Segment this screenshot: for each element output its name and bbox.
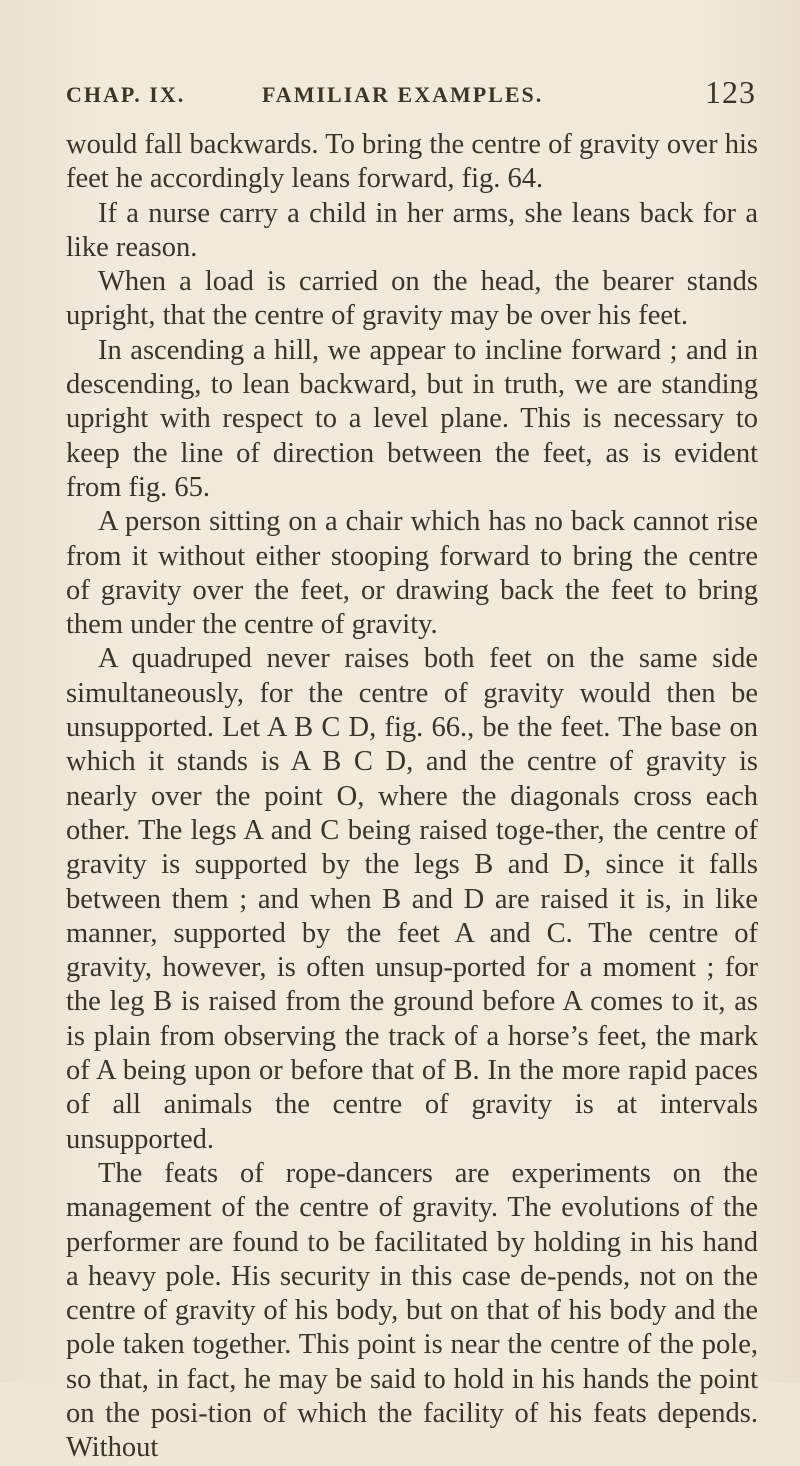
paragraph-nurse: If a nurse carry a child in her arms, she leans back for a like reason. — [66, 197, 758, 263]
paragraph-hill: In ascending a hill, we appear to incline forward ; and in descending, to lean backward, but in truth, we are standing upright with respect to a level plane. This is necessary to keep the line of direction between the feet, as is evident from fig. 65. — [66, 334, 758, 503]
paragraph-rope-dancers: The feats of rope-dancers are experiments on the management of the centre of gravity. The evolutions of the performer are found to be facilitated by holding in his hand a heavy pole. His security in this case de-pends, not on the centre of gravity of his body, but on that of his body and the pole taken together. This point is near the centre of the pole, so that, in fact, he may be said to hold in his hands the point on the posi-tion of which the facility of his feats depends. Without — [66, 1157, 758, 1464]
paragraph-quadruped: A quadruped never raises both feet on the same side simultaneously, for the centre of gravity would then be unsupported. Let A B C D, fig. 66., be the feet. The base on which it stands is A B C D, and the centre of gravity is nearly over the point O, where the diagonals cross each other. The legs A and C being raised toge-ther, the centre of gravity is supported by the legs B and D, since it falls between them ; and when B and D are raised it is, in like manner, supported by the feet A and C. The centre of gravity, however, is often unsup-ported for a moment ; for the leg B is raised from the ground before A comes to it, as is plain from observing the track of a horse’s feet, the mark of A being upon or before that of B. In the more rapid paces of all animals the centre of gravity is at intervals unsupported. — [66, 643, 758, 1155]
paragraph-chair: A person sitting on a chair which has no back cannot rise from it without either stooping forward to bring the centre of gravity over the feet, or drawing back the feet to bring them under the centre of gravity. — [66, 506, 758, 641]
paragraph-continued: would fall backwards. To bring the centre of gravity over his feet he accordingly leans forward, fig. 64. — [66, 129, 758, 195]
paragraph-load-on-head: When a load is carried on the head, the bearer stands upright, that the centre of gravity may be over his feet. — [66, 266, 758, 332]
page-number: 123 — [705, 74, 756, 110]
running-head — [66, 74, 756, 114]
section-title: FAMILIAR EXAMPLES. — [262, 82, 544, 107]
chapter-label: CHAP. IX. — [66, 82, 186, 107]
body-text — [66, 128, 758, 1466]
